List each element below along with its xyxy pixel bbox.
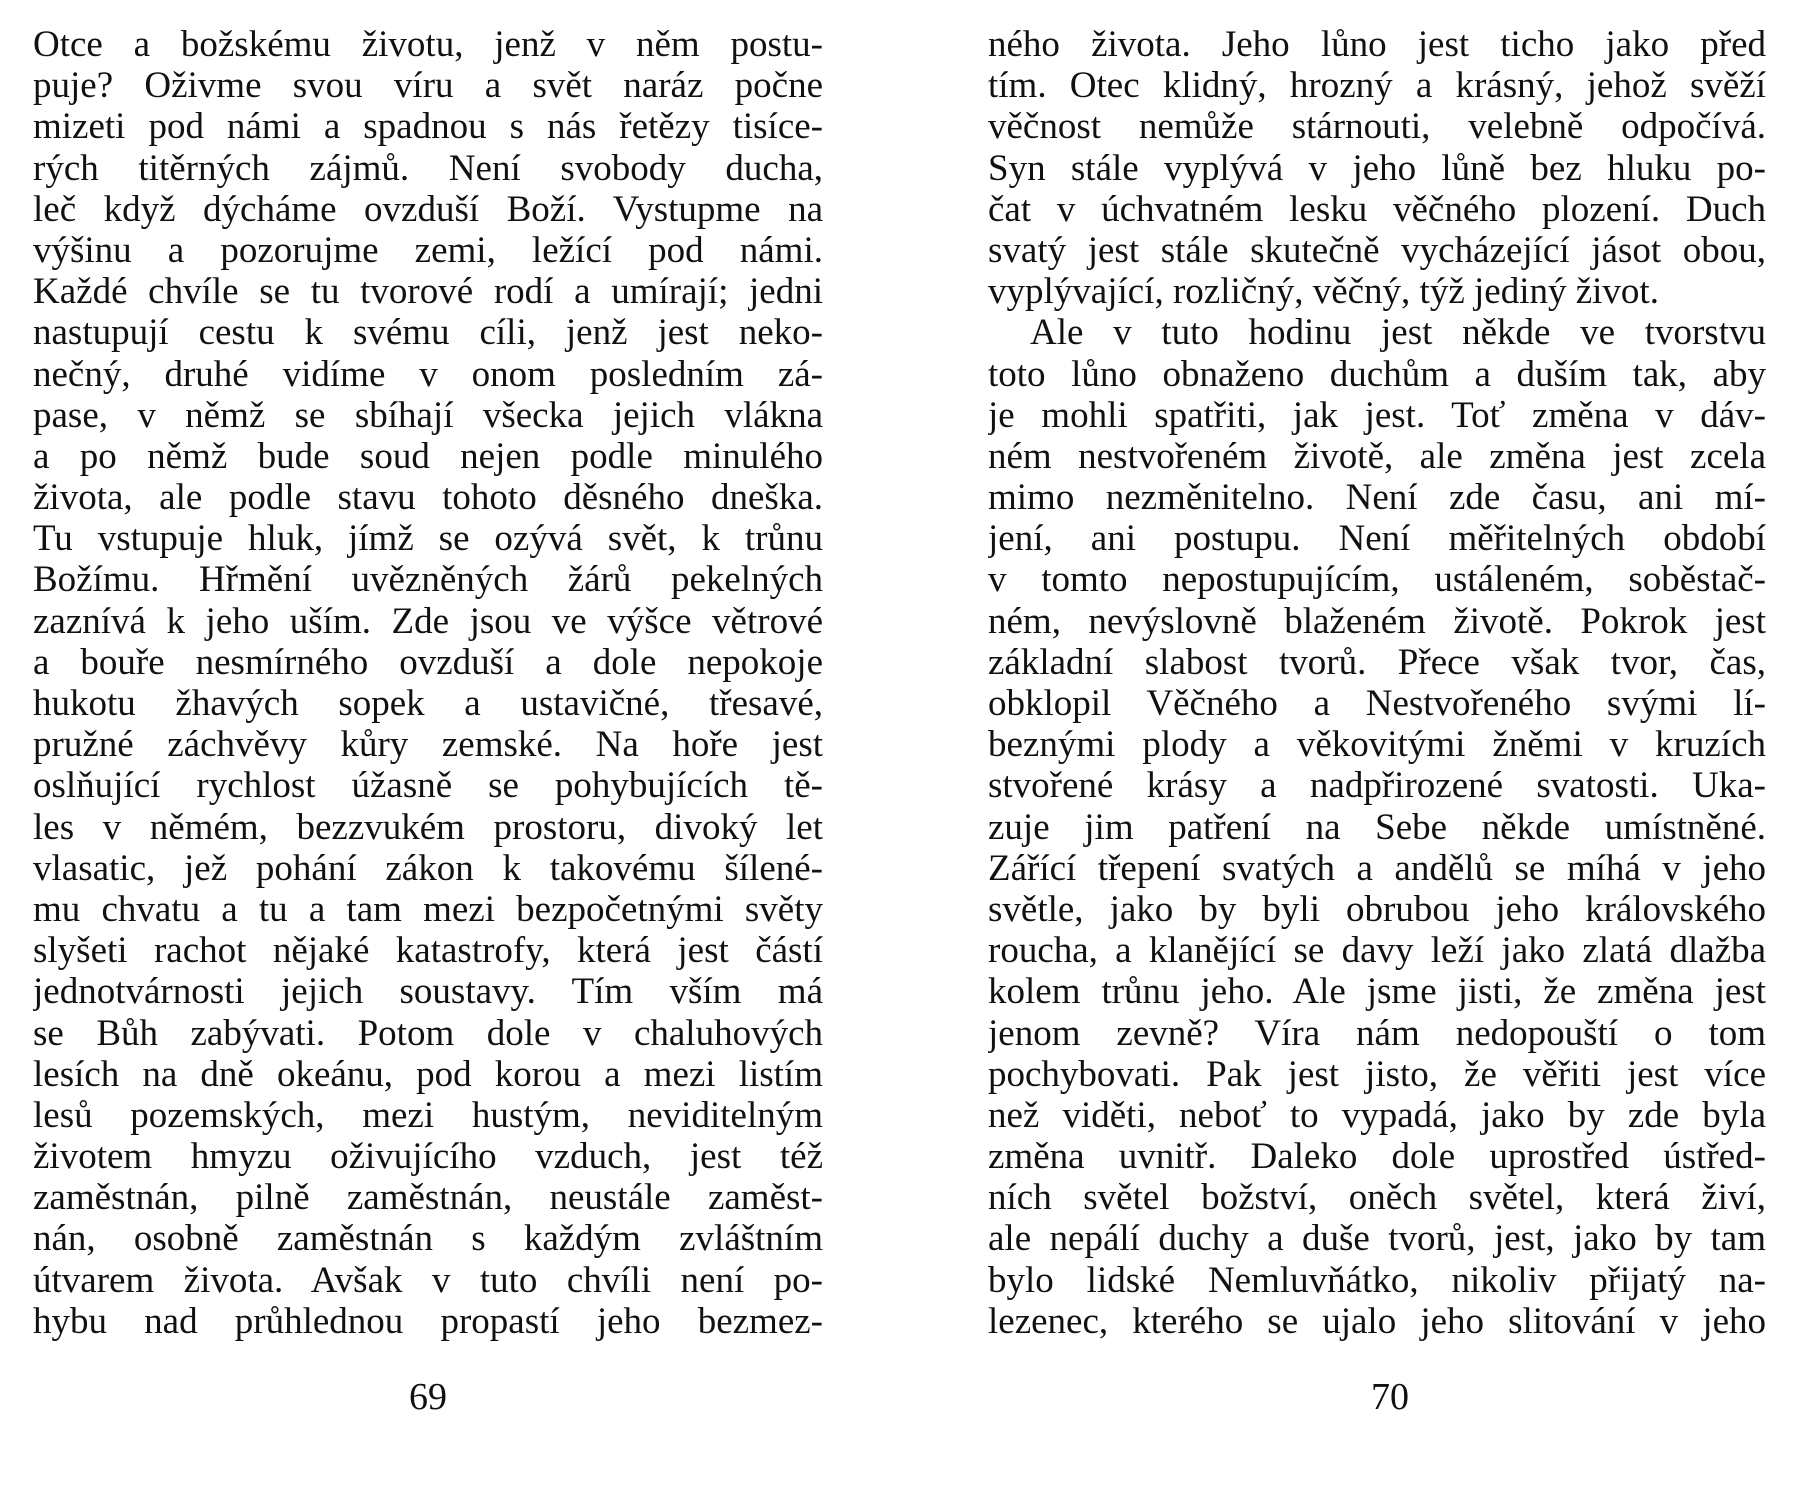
text-line: kolem trůnu jeho. Ale jsme jisti, že změna jest: [988, 971, 1766, 1013]
text-line: zuje jim patření na Sebe někde umístněné.: [988, 806, 1766, 848]
text-line: mu chvatu a tu a tam mezi bezpočetnými světy: [33, 888, 823, 930]
text-line: nastupují cestu k svému cíli, jenž jest neko-: [33, 312, 823, 354]
text-line: pochybovati. Pak jest jisto, že věřiti jest více: [988, 1053, 1766, 1095]
text-line: věčnost nemůže stárnouti, velebně odpočívá.: [988, 106, 1766, 148]
text-line: vyplývající, rozličný, věčný, týž jediný život.: [988, 271, 1659, 313]
text-line: vlasatic, jež pohání zákon k takovému šílené-: [33, 847, 823, 889]
text-line: v tomto nepostupujícím, ustáleném, soběstač-: [988, 559, 1766, 601]
text-line: bylo lidské Nemluvňátko, nikoliv přijatý na-: [988, 1259, 1766, 1301]
text-line: oslňující rychlost úžasně se pohybujících tě-: [33, 765, 823, 807]
text-line: života, ale podle stavu tohoto děsného dneška.: [33, 477, 823, 519]
text-line: ních světel božství, oněch světel, která živí,: [988, 1177, 1766, 1219]
text-line: změna uvnitř. Daleko dole uprostřed ústřed-: [988, 1136, 1766, 1178]
text-line: jení, ani postupu. Není měřitelných období: [988, 518, 1766, 560]
page-number-left: 69: [409, 1376, 447, 1418]
text-line: stvořené krásy a nadpřirozené svatosti. Uka-: [988, 765, 1766, 807]
text-line: výšinu a pozorujme zemi, ležící pod námi.: [33, 229, 823, 271]
text-line: mizeti pod námi a spadnou s nás řetězy tisíce-: [33, 106, 823, 148]
text-line: ném, nevýslovně blaženém životě. Pokrok jest: [988, 600, 1766, 642]
text-line: ného života. Jeho lůno jest ticho jako před: [988, 24, 1766, 65]
text-line: lesích na dně okeánu, pod korou a mezi listím: [33, 1053, 823, 1095]
text-line: mimo nezměnitelno. Není zde času, ani mí-: [988, 477, 1766, 519]
text-line: Otce a božskému životu, jenž v něm postu-: [33, 24, 823, 65]
left-page: [33, 24, 823, 1342]
text-line: beznými plody a věkovitými žněmi v kruzích: [988, 724, 1766, 766]
text-line: obklopil Věčného a Nestvořeného svými lí-: [988, 683, 1766, 724]
text-line: les v němém, bezzvukém prostoru, divoký let: [33, 806, 823, 848]
text-line: hybu nad průhlednou propastí jeho bezmez-: [33, 1300, 823, 1342]
text-line: a bouře nesmírného ovzduší a dole nepokoje: [33, 641, 823, 683]
text-line: a po němž bude soud nejen podle minulého: [33, 435, 823, 477]
text-line: životem hmyzu oživujícího vzduch, jest též: [33, 1136, 823, 1178]
text-line: svatý jest stále skutečně vycházející jásot obou,: [988, 229, 1766, 271]
text-line: základní slabost tvorů. Přece však tvor, čas,: [988, 641, 1766, 683]
text-line: rých titěrných zájmů. Není svobody ducha,: [33, 147, 823, 189]
text-line: Zářící třepení svatých a andělů se míhá v jeho: [988, 847, 1766, 889]
text-line: než viděti, neboť to vypadá, jako by zde byla: [988, 1094, 1766, 1136]
text-line: pase, v němž se sbíhají všecka jejich vlákna: [33, 394, 823, 436]
text-line: Tu vstupuje hluk, jímž se ozývá svět, k trůnu: [33, 518, 823, 560]
text-line: ale nepálí duchy a duše tvorů, jest, jako by tam: [988, 1218, 1766, 1260]
right-page-text: [988, 24, 1766, 1342]
text-line: pružné záchvěvy kůry zemské. Na hoře jest: [33, 724, 823, 766]
text-line: lezenec, kterého se ujalo jeho slitování v jeho: [988, 1300, 1766, 1342]
text-line: toto lůno obnaženo duchům a duším tak, aby: [988, 353, 1766, 395]
text-line: zaznívá k jeho uším. Zde jsou ve výšce větrové: [33, 600, 823, 642]
text-line: leč když dýcháme ovzduší Boží. Vystupme na: [33, 188, 823, 230]
text-line: útvarem života. Avšak v tuto chvíli není po-: [33, 1259, 823, 1301]
text-line: Božímu. Hřmění uvězněných žárů pekelných: [33, 559, 823, 601]
text-line: lesů pozemských, mezi hustým, neviditelným: [33, 1094, 823, 1136]
text-line: je mohli spatřiti, jak jest. Toť změna v dáv-: [988, 394, 1766, 436]
text-line: zaměstnán, pilně zaměstnán, neustále zaměst-: [33, 1177, 823, 1219]
text-line: slyšeti rachot nějaké katastrofy, která jest částí: [33, 930, 823, 972]
page-number-right: 70: [1371, 1376, 1409, 1418]
text-line: Ale v tuto hodinu jest někde ve tvorstvu: [1030, 312, 1766, 354]
text-line: puje? Oživme svou víru a svět naráz počne: [33, 65, 823, 107]
text-line: ném nestvořeném životě, ale změna jest zcela: [988, 435, 1766, 477]
text-line: roucha, a klanějící se davy leží jako zlatá dlažba: [988, 930, 1766, 972]
text-line: nečný, druhé vidíme v onom posledním zá-: [33, 353, 823, 395]
text-line: se Bůh zabývati. Potom dole v chaluhových: [33, 1012, 823, 1054]
text-line: Každé chvíle se tu tvorové rodí a umírají; jedni: [33, 271, 823, 313]
text-line: hukotu žhavých sopek a ustavičné, třesavé,: [33, 683, 823, 724]
text-line: tím. Otec klidný, hrozný a krásný, jehož svěží: [988, 65, 1766, 107]
text-line: světle, jako by byli obrubou jeho královského: [988, 888, 1766, 930]
left-page-text: [33, 24, 823, 1342]
text-line: jednotvárnosti jejich soustavy. Tím vším má: [33, 971, 823, 1013]
text-line: nán, osobně zaměstnán s každým zvláštním: [33, 1218, 823, 1260]
text-line: jenom zevně? Víra nám nedopouští o tom: [988, 1012, 1766, 1054]
text-line: čat v úchvatném lesku věčného plození. Duch: [988, 188, 1766, 230]
right-page: [988, 24, 1766, 1342]
text-line: Syn stále vyplývá v jeho lůně bez hluku po-: [988, 147, 1766, 189]
